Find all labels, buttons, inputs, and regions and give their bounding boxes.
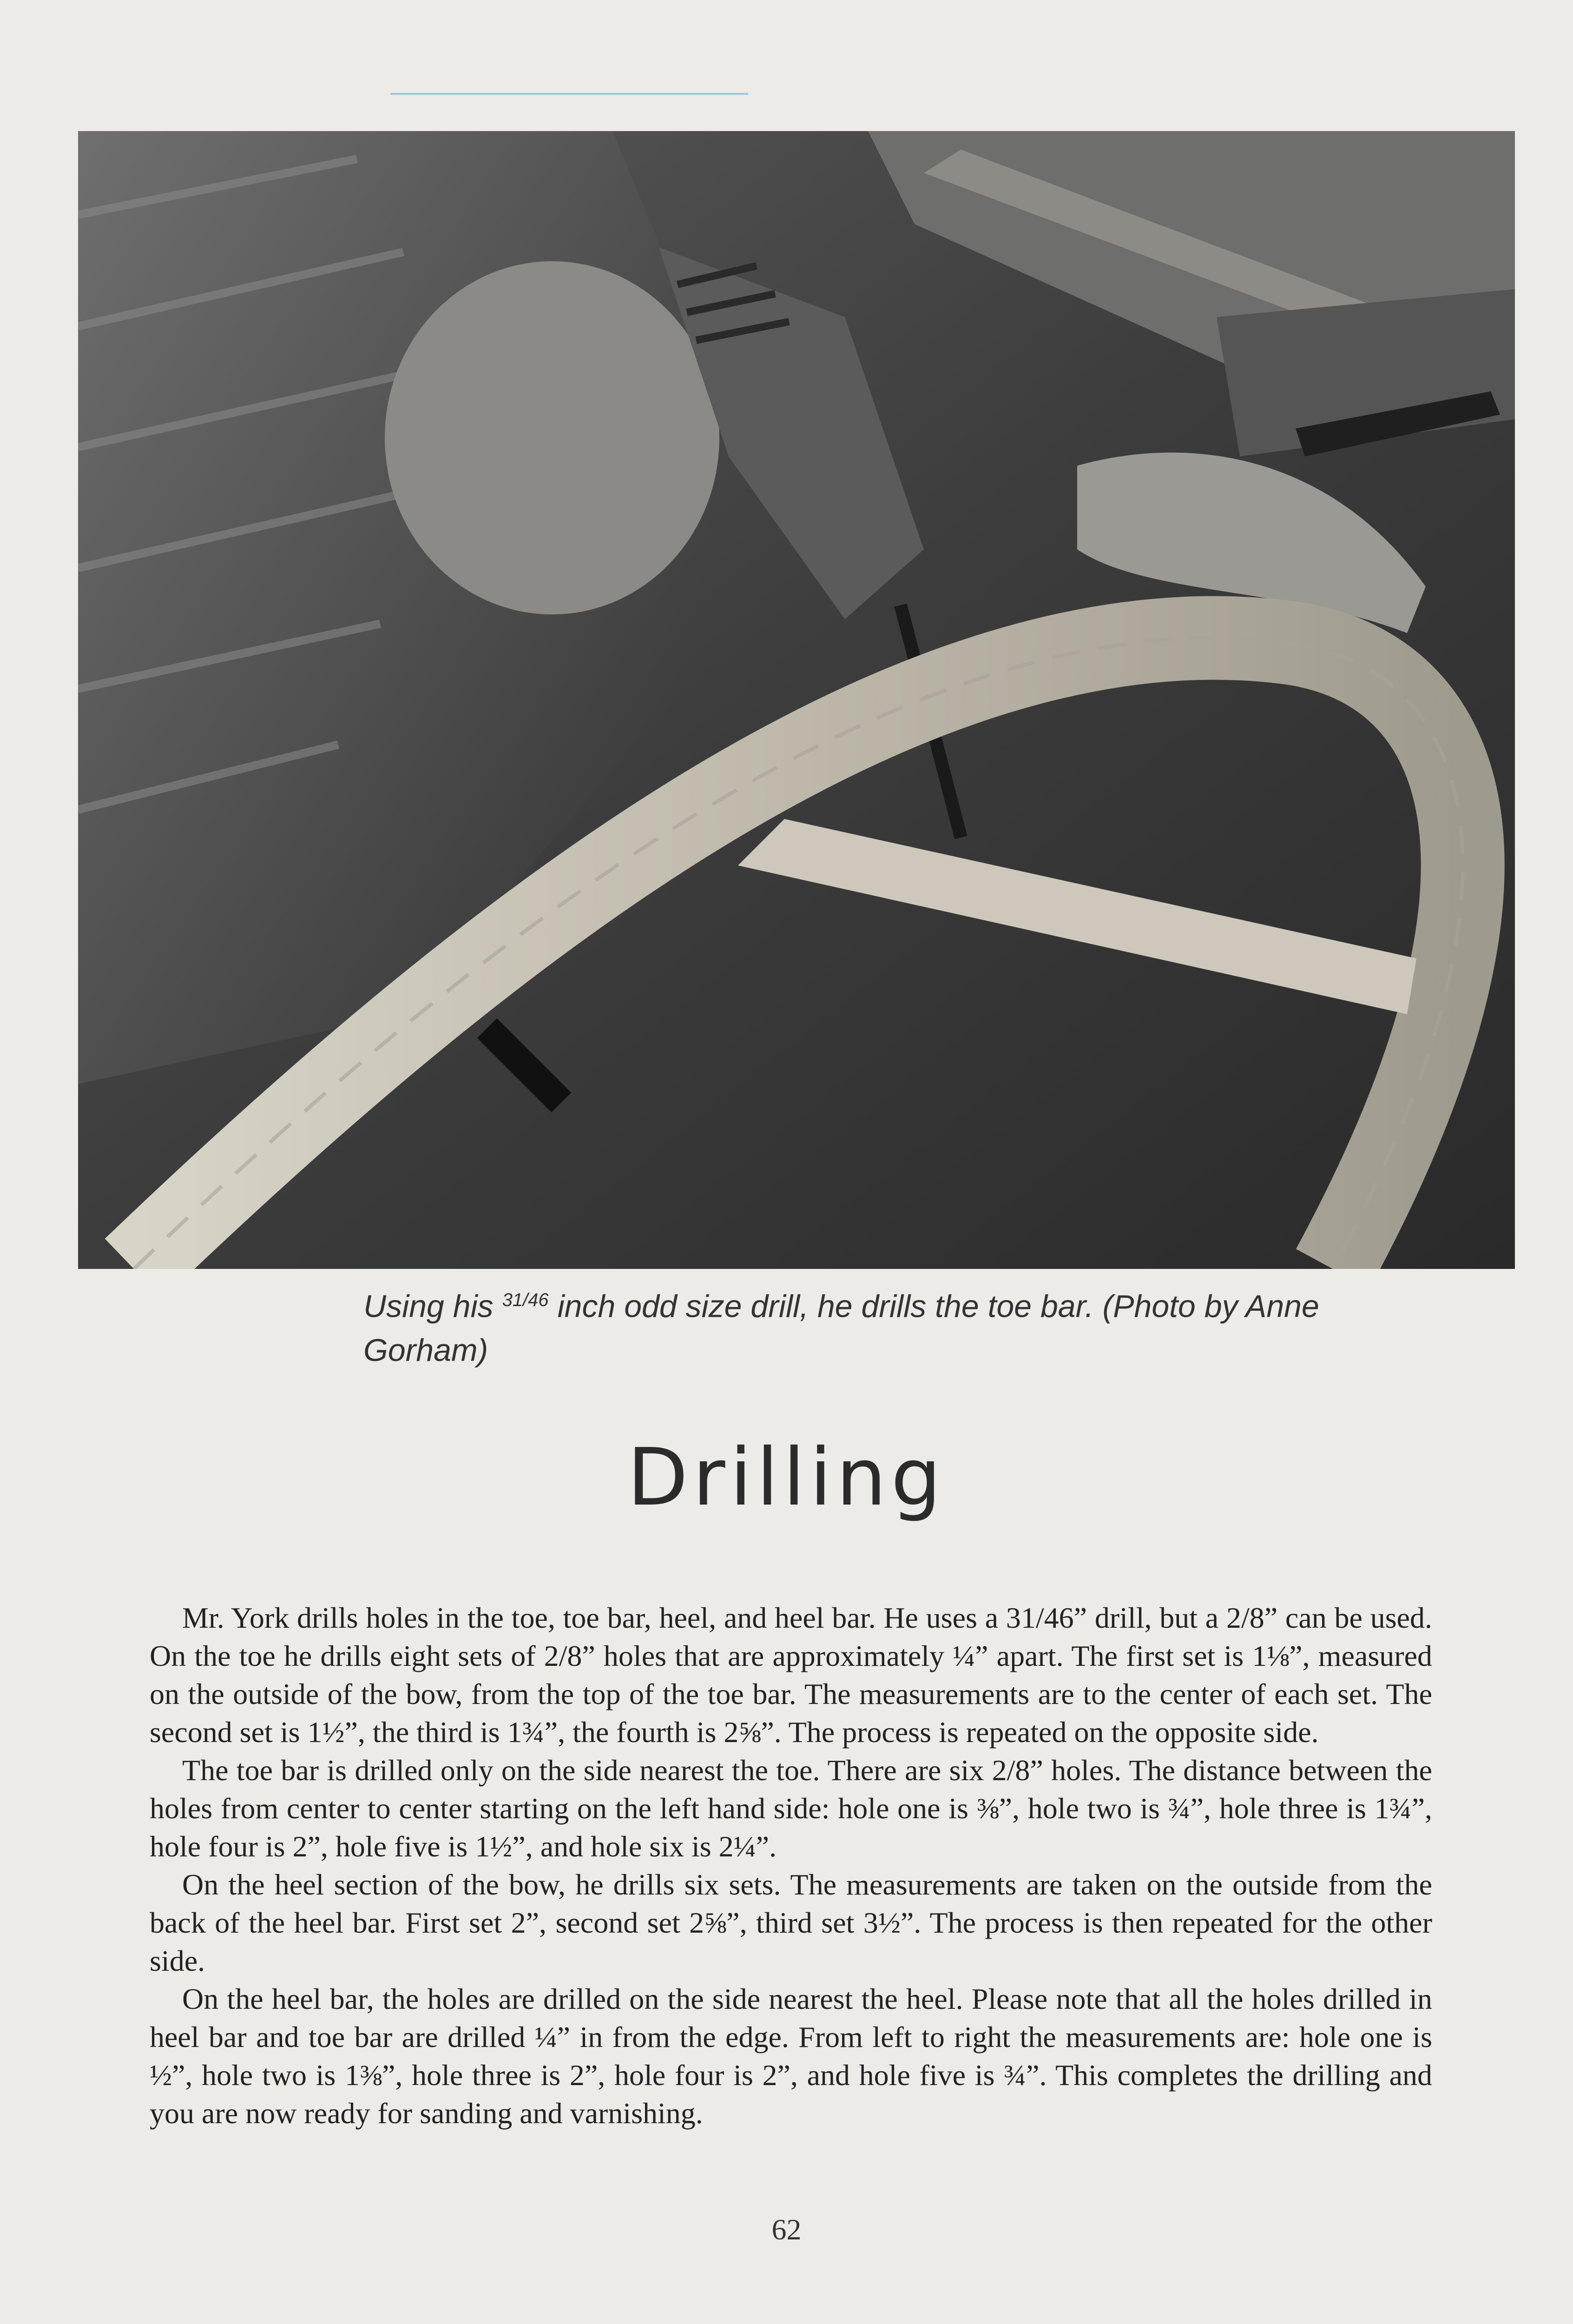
paragraph: The toe bar is drilled only on the side nearest the toe. There are six 2/8” holes. The distance between the holes from center to center starting on the left hand side: hole one is ⅜”, hole two is ¾”, hole three is 1¾”, hole four is 2”, hole five is 1½”, and hole six is 2¼”. bbox=[150, 1754, 1432, 1863]
caption-drill-size: 31/46 bbox=[502, 1290, 549, 1310]
photo-caption bbox=[363, 1278, 1339, 1372]
body-text bbox=[150, 1599, 1432, 2133]
section-title: Drilling bbox=[627, 1432, 946, 1524]
top-rule bbox=[390, 93, 748, 95]
photo-illustration bbox=[78, 131, 1515, 1269]
caption-text-before: Using his bbox=[363, 1288, 502, 1324]
drilling-photo bbox=[78, 131, 1515, 1269]
paragraph: On the heel section of the bow, he drills six sets. The measurements are taken on the outside from the back of the heel bar. First set 2”, second set 2⅝”, third set 3½”. The process is then repeated for the other side. bbox=[150, 1868, 1432, 1977]
caption-text-after: inch odd size drill, he drills the toe bar. (Photo by Anne Gorham) bbox=[363, 1288, 1319, 1368]
page-number: 62 bbox=[771, 2213, 802, 2246]
paragraph: On the heel bar, the holes are drilled on the side nearest the heel. Please note that all the holes drilled in heel bar and toe bar are drilled ¼” in from the edge. From left to right the measurements are: hole one is ½”, hole two is 1⅜”, hole three is 2”, hole four is 2”, and hole five is ¾”. This completes the drilling and you are now ready for sanding and varnishing. bbox=[150, 1982, 1432, 2130]
paragraph: Mr. York drills holes in the toe, toe bar, heel, and heel bar. He uses a 31/46” drill, but a 2/8” can be used. On the toe he drills eight sets of 2/8” holes that are approximately ¼” apart. The first set is 1⅛”, measured on the outside of the bow, from the top of the toe bar. The measurements are to the center of each set. The second set is 1½”, the third is 1¾”, the fourth is 2⅝”. The process is repeated on the opposite side. bbox=[150, 1601, 1432, 1749]
